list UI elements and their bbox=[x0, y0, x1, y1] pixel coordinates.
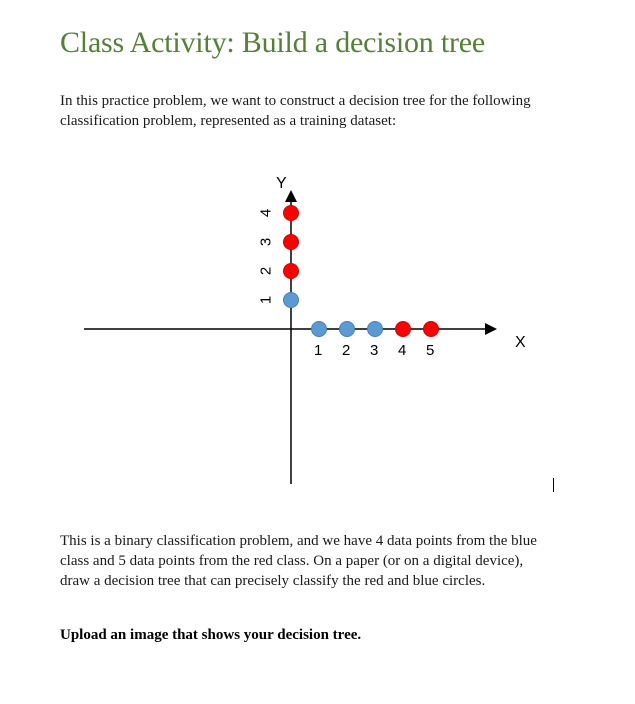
x-tick-label: 1 bbox=[314, 342, 323, 359]
y-tick-label: 1 bbox=[257, 295, 275, 305]
red-point bbox=[284, 264, 299, 279]
y-tick-label: 3 bbox=[257, 237, 275, 247]
intro-line-1: In this practice problem, we want to construct a decision tree for the following bbox=[60, 93, 531, 109]
x-tick-label: 2 bbox=[342, 342, 351, 359]
text-cursor bbox=[553, 478, 554, 492]
blue-point bbox=[312, 322, 327, 337]
desc-line-2: class and 5 data points from the red class. On a paper (or on a digital device), bbox=[60, 553, 524, 569]
desc-line-3: draw a decision tree that can precisely classify the red and blue circles. bbox=[60, 573, 486, 589]
y-tick-label: 2 bbox=[257, 266, 275, 276]
upload-instruction: Upload an image that shows your decision tree. bbox=[60, 627, 362, 643]
x-tick-label: 4 bbox=[398, 342, 407, 359]
red-point bbox=[284, 235, 299, 250]
red-point bbox=[284, 206, 299, 221]
red-point bbox=[396, 322, 411, 337]
desc-line-1: This is a binary classification problem, and we have 4 data points from the blue bbox=[60, 533, 537, 549]
x-tick-label: 5 bbox=[426, 342, 435, 359]
blue-point bbox=[284, 293, 299, 308]
y-axis-label: Y bbox=[276, 175, 287, 192]
intro-line-2: classification problem, represented as a training dataset: bbox=[60, 113, 397, 129]
blue-point bbox=[340, 322, 355, 337]
red-point bbox=[424, 322, 439, 337]
x-tick-labels bbox=[314, 342, 434, 359]
description-paragraph bbox=[60, 531, 580, 591]
blue-point bbox=[368, 322, 383, 337]
page-title: Class Activity: Build a decision tree bbox=[60, 26, 486, 59]
y-tick-label: 4 bbox=[257, 208, 275, 218]
data-points bbox=[284, 206, 439, 337]
y-tick-labels bbox=[258, 209, 275, 304]
x-tick-label: 3 bbox=[370, 342, 379, 359]
x-axis-label: X bbox=[515, 334, 526, 351]
